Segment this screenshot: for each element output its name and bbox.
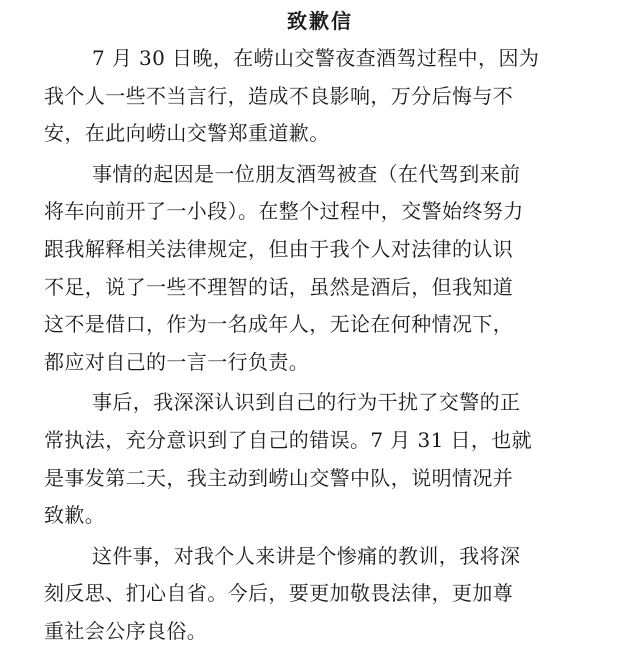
paragraph-line: 不足，说了一些不理智的话，虽然是酒后，但我知道	[44, 274, 514, 299]
paragraph-line: 事后，我深深认识到自己的行为干扰了交警的正	[92, 390, 521, 415]
paragraph-3	[44, 384, 596, 534]
paragraph-line: 重社会公序良俗。	[44, 618, 208, 643]
paragraph-line: 安，在此向崂山交警郑重道歉。	[44, 121, 330, 146]
paragraph-line: 常执法，充分意识到了自己的错误。7 月 31 日，也就	[44, 427, 533, 452]
paragraph-4	[44, 538, 596, 651]
paragraph-line: 是事发第二天，我主动到崂山交警中队，说明情况并	[44, 465, 514, 490]
paragraph-line: 7 月 30 日晚，在崂山交警夜查酒驾过程中，因为	[92, 46, 540, 70]
paragraph-line: 我个人一些不当言行，造成不良影响，万分后悔与不	[44, 83, 514, 108]
paragraph-line: 将车向前开了一小段）。在整个过程中，交警始终努力	[44, 199, 524, 224]
paragraph-line: 致歉。	[44, 503, 106, 528]
paragraph-line: 这不是借口，作为一名成年人，无论在何种情况下，	[44, 312, 514, 337]
paragraph-2	[44, 156, 596, 382]
paragraph-line: 这件事，对我个人来讲是个惨痛的教训，我将深	[92, 543, 521, 568]
paragraph-line: 事情的起因是一位朋友酒驾被查（在代驾到来前	[92, 161, 521, 186]
paragraph-line: 都应对自己的一言一行负责。	[44, 349, 310, 374]
paragraph-1	[44, 40, 596, 153]
paragraph-line: 刻反思、扪心自省。今后，要更加敬畏法律，更加尊	[44, 581, 514, 606]
paragraph-line: 跟我解释相关法律规定，但由于我个人对法律的认识	[44, 236, 514, 261]
letter-title: 致歉信	[287, 9, 353, 33]
